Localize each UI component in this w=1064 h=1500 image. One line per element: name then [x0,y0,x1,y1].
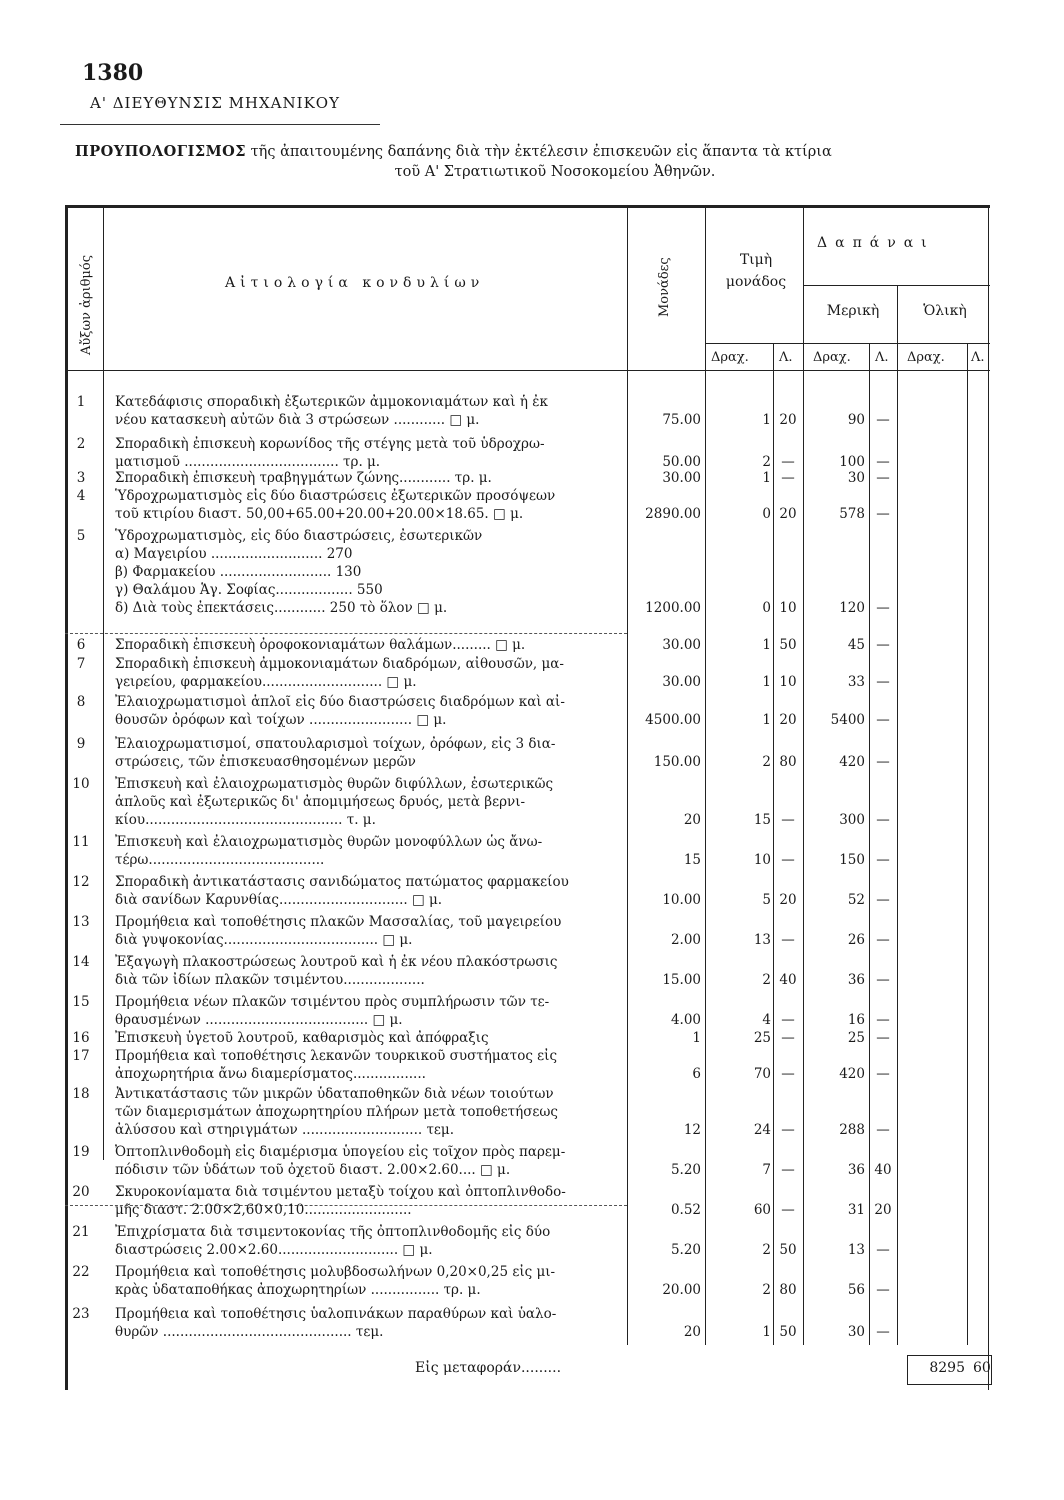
row-quantity: 20 [683,812,701,828]
row-quantity: 150.00 [653,754,701,770]
header-partial-lepta: Λ. [875,350,889,365]
row-partial-lepta: — [876,712,890,728]
description-line: θουσῶν ὀρόφων καὶ τοίχων ........................ □ μ. [115,712,447,728]
row-unit-price-lepta: 20 [779,892,797,908]
row-unit-price-drachma: 70 [753,1066,771,1082]
description-line: Σποραδικὴ ἐπισκευὴ τραβηγμάτων ζώνης............ τρ. μ. [115,470,492,486]
row-unit-price-lepta: — [781,1202,795,1218]
row-partial-drachma: 150 [839,852,865,868]
row-partial-drachma: 288 [839,1122,865,1138]
row-number: 21 [72,1224,90,1240]
title-bold: ΠΡΟΥΠΟΛΟΓΙΣΜΟΣ [75,143,247,160]
row-partial-drachma: 31 [847,1202,865,1218]
description-line: θραυσμένων ...................................... □ μ. [115,1012,403,1028]
row-number: 8 [76,694,86,710]
row-quantity: 4500.00 [645,712,701,728]
row-partial-lepta: — [876,1282,890,1298]
page-number: 1380 [82,60,144,86]
row-number: 16 [72,1030,90,1046]
row-quantity: 30.00 [662,674,701,690]
row-unit-price-lepta: 10 [779,600,797,616]
col-divider-partial [897,285,898,1345]
row-partial-lepta: — [876,412,890,428]
row-description [115,775,623,829]
header-description: Αἰτιολογία κονδυλίων [225,275,485,291]
row-partial-drachma: 300 [839,812,865,828]
row-separator-6 [65,633,627,634]
row-partial-drachma: 45 [847,637,865,653]
row-partial-lepta: — [876,674,890,690]
row-partial-lepta: — [876,1324,890,1340]
carry-forward-lepta: 60 [973,1360,991,1376]
row-description [115,1305,623,1341]
row-partial-lepta: — [876,1066,890,1082]
description-line: διὰ τῶν ἰδίων πλακῶν τσιμέντου................... [115,972,425,988]
row-unit-price-drachma: 13 [753,932,771,948]
row-quantity: 20 [683,1324,701,1340]
row-unit-price-lepta: — [781,932,795,948]
row-unit-price-drachma: 4 [762,1012,771,1028]
row-description [115,435,623,471]
row-number: 3 [76,470,86,486]
row-unit-price-lepta: — [781,1162,795,1178]
row-quantity: 6 [692,1066,701,1082]
row-quantity: 1200.00 [645,600,701,616]
row-description [115,655,623,691]
row-description [115,1183,623,1219]
row-unit-price-lepta: — [781,852,795,868]
row-number: 17 [72,1048,90,1064]
row-unit-price-lepta: 20 [779,712,797,728]
row-unit-price-lepta: — [781,1122,795,1138]
row-unit-price-drachma: 1 [762,470,771,486]
description-line: Ὀπτοπλινθοδομὴ εἰς διαμέρισμα ὑπογείου εἰς τοῖχον πρὸς παρεμ- [115,1144,566,1160]
header-total-drachma: Δραχ. [907,350,945,365]
row-unit-price-lepta: — [781,1030,795,1046]
row-partial-drachma: 36 [847,1162,865,1178]
row-partial-drachma: 420 [839,754,865,770]
description-line: νέου κατασκευὴ αὐτῶν διὰ 3 στρώσεων ............ □ μ. [115,412,480,428]
row-unit-price-drachma: 2 [762,1242,771,1258]
row-unit-price-drachma: 1 [762,412,771,428]
row-number: 20 [72,1184,90,1200]
description-line: β) Φαρμακείου .......................... 130 [115,564,362,580]
description-line: πόδισιν τῶν ὑδάτων τοῦ ὀχετοῦ διαστ. 2.00×2.60.... □ μ. [115,1162,511,1178]
description-line: Ἐλαιοχρωματισμοὶ ἁπλοῖ εἰς δύο διαστρώσεις διαδρόμων καὶ αἰ- [115,694,565,710]
header-unit-price: Τιμὴ μονάδος [725,252,787,290]
row-description [115,487,623,523]
header-price-drachma: Δραχ. [711,350,749,365]
row-number: 2 [76,436,86,452]
row-partial-lepta: — [876,454,890,470]
col-divider-total-d [967,343,968,1345]
description-line: διὰ γυψοκονίας.................................... □ μ. [115,932,413,948]
description-line: Προμήθεια καὶ τοποθέτησις λεκανῶν τουρκικοῦ συστήματος εἰς [115,1048,558,1064]
header-price-lepta: Λ. [779,350,793,365]
row-description [115,833,623,869]
description-line: ματισμοῦ .................................... τρ. μ. [115,454,381,470]
row-unit-price-drachma: 15 [753,812,771,828]
description-line: τοῦ κτιρίου διαστ. 50,00+65.00+20.00+20.00×18.65. □ μ. [115,506,524,522]
row-quantity: 5.20 [670,1162,701,1178]
description-line: Ἐπιχρίσματα διὰ τσιμεντοκονίας τῆς ὀπτοπλινθοδομῆς εἰς δύο [115,1224,551,1240]
row-description [115,1263,623,1299]
table-border-right [988,205,989,1390]
row-quantity: 4.00 [670,1012,701,1028]
header-partial-drachma: Δραχ. [813,350,851,365]
row-partial-lepta: 40 [874,1162,892,1178]
row-partial-lepta: — [876,812,890,828]
row-partial-lepta: — [876,470,890,486]
row-partial-lepta: — [876,852,890,868]
row-partial-lepta: 20 [874,1202,892,1218]
row-partial-drachma: 25 [847,1030,865,1046]
row-number: 7 [76,656,86,672]
row-partial-drachma: 100 [839,454,865,470]
row-description [115,636,623,654]
description-line: Προμήθεια καὶ τοποθέτησις μολυβδοσωλήνων 0,20×0,25 εἰς μι- [115,1264,556,1280]
header-units: Μονάδες [657,257,672,317]
row-description [115,469,623,487]
description-line: Ἐπισκευὴ καὶ ἐλαιοχρωματισμὸς θυρῶν διφύλλων, ἐσωτερικῶς [115,776,554,792]
row-unit-price-drachma: 0 [762,506,771,522]
row-quantity: 20.00 [662,1282,701,1298]
row-quantity: 30.00 [662,470,701,486]
row-partial-lepta: — [876,1012,890,1028]
table-border-left [65,205,68,1390]
row-unit-price-lepta: 20 [779,506,797,522]
row-partial-drachma: 90 [847,412,865,428]
col-divider-partial-d [869,343,870,1345]
row-unit-price-drachma: 2 [762,972,771,988]
header-total-lepta: Λ. [971,350,985,365]
col-divider-desc [627,205,628,1345]
description-line: Ἐξαγωγὴ πλακοστρώσεως λουτροῦ καὶ ἡ ἐκ νέου πλακόστρωσις [115,954,558,970]
row-unit-price-lepta: 50 [779,1324,797,1340]
carry-forward-drachma: 8295 [929,1360,965,1376]
description-line: Ὑδροχρωματισμὸς εἰς δύο διαστρώσεις ἐξωτερικῶν προσόψεων [115,488,556,504]
row-quantity: 2.00 [670,932,701,948]
row-quantity: 30.00 [662,637,701,653]
section-heading: Α' ΔΙΕΥΘΥΝΣΙΣ ΜΗΧΑΝΙΚΟΥ [90,94,340,112]
row-quantity: 15.00 [662,972,701,988]
description-line: Ἀντικατάστασις τῶν μικρῶν ὑδαταποθηκῶν διὰ νέων τοιούτων [115,1086,554,1102]
row-description [115,693,623,729]
row-quantity: 15 [683,852,701,868]
row-number: 4 [76,488,86,504]
row-number: 10 [72,776,90,792]
description-line: Σκυροκονίαματα διὰ τσιμέντου μεταξὺ τοίχου καὶ ὀπτοπλινθοδο- [115,1184,566,1200]
description-line: δ) Διὰ τοὺς ἐπεκτάσεις............ 250 τὸ ὅλον □ μ. [115,600,448,616]
description-line: τέρω......................................... [115,852,325,868]
description-line: κρὰς ὑδαταποθήκας ἀποχωρητηρίων ................ τρ. μ. [115,1282,481,1298]
description-line: στρώσεις, τῶν ἐπισκευασθησομένων μερῶν [115,754,416,770]
row-unit-price-lepta: 40 [779,972,797,988]
row-unit-price-drachma: 24 [753,1122,771,1138]
row-number: 19 [72,1144,90,1160]
row-unit-price-lepta: 50 [779,637,797,653]
title-line2: τοῦ Α' Στρατιωτικοῦ Νοσοκομείου Ἀθηνῶν. [394,164,716,180]
row-description [115,527,623,617]
row-unit-price-lepta: 50 [779,1242,797,1258]
row-unit-price-drachma: 10 [753,852,771,868]
row-unit-price-drachma: 1 [762,712,771,728]
description-line: θυρῶν ............................................ τεμ. [115,1324,384,1340]
row-partial-lepta: — [876,1122,890,1138]
row-quantity: 2890.00 [645,506,701,522]
row-unit-price-drachma: 1 [762,674,771,690]
row-number: 18 [72,1086,90,1102]
description-line: α) Μαγειρίου .......................... 270 [115,546,353,562]
header-serial: Αὔξων ἀριθμός [79,255,94,355]
row-quantity: 1 [692,1030,701,1046]
row-partial-lepta: — [876,972,890,988]
table-top-rule [65,205,990,208]
row-number: 12 [72,874,90,890]
row-quantity: 5.20 [670,1242,701,1258]
carry-forward-label: Εἰς μεταφοράν......... [415,1360,562,1376]
row-partial-drachma: 36 [847,972,865,988]
col-divider-units [705,205,706,1345]
row-number: 22 [72,1264,90,1280]
row-partial-drachma: 13 [847,1242,865,1258]
row-unit-price-drachma: 7 [762,1162,771,1178]
row-unit-price-lepta: — [781,1012,795,1028]
row-unit-price-drachma: 2 [762,754,771,770]
row-quantity: 12 [683,1122,701,1138]
row-description [115,993,623,1029]
row-partial-drachma: 5400 [830,712,865,728]
description-line: ἀποχωρητήρια ἄνω διαμερίσματος................. [115,1066,426,1082]
row-unit-price-drachma: 25 [753,1030,771,1046]
row-unit-price-lepta: 10 [779,674,797,690]
row-unit-price-drachma: 5 [762,892,771,908]
description-line: γειρείου, φαρμακείου............................ □ μ. [115,674,417,690]
row-unit-price-lepta: — [781,812,795,828]
description-line: κίου.............................................. τ. μ. [115,812,376,828]
row-unit-price-drachma: 2 [762,1282,771,1298]
row-description [115,953,623,989]
row-partial-drachma: 578 [839,506,865,522]
row-partial-lepta: — [876,754,890,770]
row-unit-price-drachma: 60 [753,1202,771,1218]
row-quantity: 10.00 [662,892,701,908]
row-partial-lepta: — [876,892,890,908]
row-partial-drachma: 420 [839,1066,865,1082]
row-partial-drachma: 16 [847,1012,865,1028]
row-unit-price-drachma: 1 [762,637,771,653]
description-line: Σποραδικὴ ἐπισκευὴ ἀμμοκονιαμάτων διαδρόμων, αἰθουσῶν, μα- [115,656,564,672]
header-expenses: Δαπάναι [817,235,935,251]
row-description [115,393,623,429]
row-quantity: 75.00 [662,412,701,428]
row-description [115,1029,623,1047]
row-number: 14 [72,954,90,970]
row-partial-lepta: — [876,637,890,653]
row-number: 1 [76,394,86,410]
description-line: Ἐπισκευὴ καὶ ἐλαιοχρωματισμὸς θυρῶν μονοφύλλων ὡς ἄνω- [115,834,543,850]
description-line: Σποραδικὴ ἀντικατάστασις σανιδώματος πατώματος φαρμακείου [115,874,569,890]
row-number: 11 [72,834,90,850]
description-line: τῶν διαμερισμάτων ἀποχωρητηρίου πλήρων μετὰ τοποθετήσεως [115,1104,558,1120]
header-bottom-rule [65,370,990,371]
row-unit-price-lepta: — [781,470,795,486]
description-line: Κατεδάφισις σποραδικὴ ἐξωτερικῶν ἀμμοκονιαμάτων καὶ ἡ ἐκ [115,394,548,410]
row-number: 23 [72,1306,90,1322]
row-number: 15 [72,994,90,1010]
row-unit-price-drachma: 1 [762,1324,771,1340]
row-unit-price-lepta: — [781,1066,795,1082]
heading-rule [60,124,380,125]
row-partial-drachma: 26 [847,932,865,948]
row-description [115,1047,623,1083]
description-line: διὰ σανίδων Καρυνθίας.............................. □ μ. [115,892,443,908]
row-description [115,1143,623,1179]
budget-table [65,205,990,1390]
row-partial-drachma: 120 [839,600,865,616]
title-line1: τῆς ἀπαιτουμένης δαπάνης διὰ τὴν ἐκτέλεσιν ἐπισκευῶν εἰς ἅπαντα τὰ κτίρια [250,144,832,160]
description-line: Σποραδικὴ ἐπισκευὴ κορωνίδος τῆς στέγης μετὰ τοῦ ὑδροχρω- [115,436,545,452]
description-line: Προμήθεια καὶ τοποθέτησις πλακῶν Μασσαλίας, τοῦ μαγειρείου [115,914,562,930]
row-quantity: 0.52 [670,1202,701,1218]
description-line: ἀλύσσου καὶ στηριγμάτων ............................ τεμ. [115,1122,454,1138]
row-description [115,1085,623,1139]
row-unit-price-drachma: 2 [762,454,771,470]
col-divider-price [803,205,804,1345]
row-partial-lepta: — [876,506,890,522]
row-unit-price-lepta: 80 [779,1282,797,1298]
row-partial-lepta: — [876,932,890,948]
description-line: διαστρώσεις 2.00×2.60............................ □ μ. [115,1242,433,1258]
row-unit-price-drachma: 0 [762,600,771,616]
col-divider-price-d [773,343,774,1345]
row-quantity: 50.00 [662,454,701,470]
row-partial-drachma: 30 [847,1324,865,1340]
row-unit-price-lepta: 80 [779,754,797,770]
row-partial-lepta: — [876,1242,890,1258]
row-partial-drachma: 52 [847,892,865,908]
row-number: 5 [76,528,86,544]
col-divider-serial [103,205,104,1160]
description-line: Ὑδροχρωματισμὸς, εἰς δύο διαστρώσεις, ἐσωτερικῶν [115,528,483,544]
row-description [115,1223,623,1259]
description-line: Προμήθεια νέων πλακῶν τσιμέντου πρὸς συμπλήρωσιν τῶν τε- [115,994,550,1010]
row-unit-price-lepta: 20 [779,412,797,428]
expenses-subheader-rule [803,285,990,286]
row-unit-price-lepta: — [781,454,795,470]
document-title [75,142,995,182]
row-number: 9 [76,736,86,752]
row-partial-drachma: 56 [847,1282,865,1298]
description-line: Προμήθεια καὶ τοποθέτησις ὑαλοπινάκων παραθύρων καὶ ὑαλο- [115,1306,557,1322]
description-line: γ) Θαλάμου Ἁγ. Σοφίας.................. 550 [115,582,383,598]
description-line: Ἐπισκευὴ ὑγετοῦ λουτροῦ, καθαρισμὸς καὶ ἀπόφραξις [115,1030,489,1046]
row-partial-lepta: — [876,600,890,616]
row-description [115,913,623,949]
description-line: Ἐλαιοχρωματισμοί, σπατουλαρισμοὶ τοίχων, ὀρόφων, εἰς 3 δια- [115,736,556,752]
row-description [115,735,623,771]
row-description [115,873,623,909]
description-line: Σποραδικὴ ἐπισκευὴ ὀροφοκονιαμάτων θαλάμων......... □ μ. [115,637,526,653]
row-number: 13 [72,914,90,930]
row-partial-lepta: — [876,1030,890,1046]
header-lepta-rule [705,343,990,344]
row-number: 6 [76,637,86,653]
description-line: ἁπλοῦς καὶ ἐξωτερικῶς δι' ἀπομιμήσεως δρυός, μετὰ βερνι- [115,794,526,810]
row-partial-drachma: 30 [847,470,865,486]
description-line: μῆς διαστ. 2.00×2,60×0,10......................... [115,1202,412,1218]
header-total: Ὁλικὴ [923,303,967,319]
header-partial: Μερικὴ [826,303,880,319]
row-partial-drachma: 33 [847,674,865,690]
